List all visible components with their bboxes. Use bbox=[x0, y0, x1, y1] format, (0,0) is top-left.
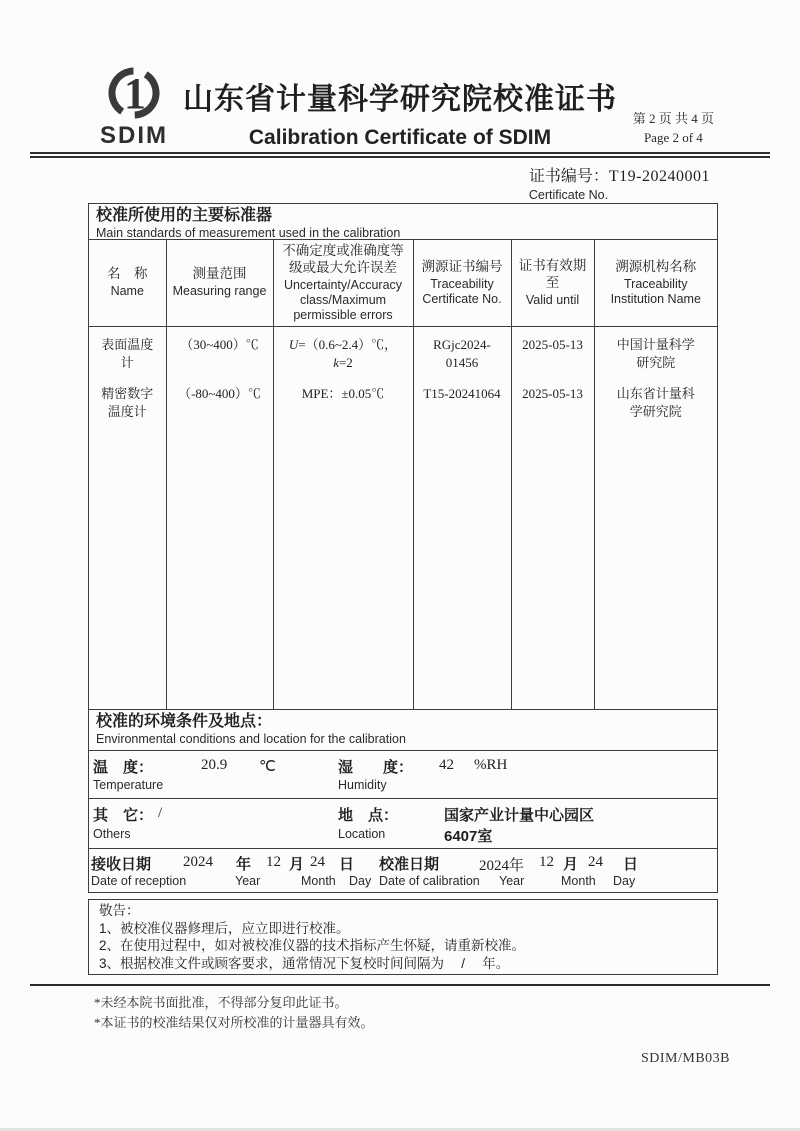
page-number-info bbox=[633, 110, 714, 148]
col-header-traceability-no-zh: 溯源证书编号 bbox=[421, 259, 503, 275]
notice-item-1: 1、被校准仪器修理后，应立即进行校准。 bbox=[99, 920, 350, 936]
form-code: SDIM/MB03B bbox=[640, 1051, 730, 1066]
standards-section-title bbox=[89, 204, 717, 240]
page-number-en: Page 2 of 4 bbox=[643, 129, 703, 145]
cell-range bbox=[166, 326, 273, 709]
temperature-value: 20.9 bbox=[201, 757, 228, 773]
col-header-range-zh: 测量范围 bbox=[192, 266, 247, 282]
standard-1-range: （30~400）℃ bbox=[180, 336, 259, 352]
footnote-1: *未经本院书面批准，不得部分复印此证书。 bbox=[94, 995, 348, 1010]
notice-title: 敬告： bbox=[99, 903, 140, 918]
humidity-value: 42 bbox=[439, 757, 454, 773]
location-value-line2: 6407室 bbox=[444, 828, 493, 845]
reception-month-label-en: Month bbox=[301, 874, 336, 888]
standards-and-conditions-box bbox=[88, 203, 718, 893]
others-location-row bbox=[89, 798, 717, 848]
header-divider bbox=[30, 152, 770, 158]
certificate-number-label-zh: 证书编号： bbox=[528, 168, 609, 185]
calibration-day-label-en: Day bbox=[613, 874, 636, 888]
page-number-zh: 第 2 页 共 4 页 bbox=[632, 111, 714, 126]
temperature-label-en: Temperature bbox=[93, 778, 164, 792]
col-header-institution-zh: 溯源机构名称 bbox=[615, 259, 697, 275]
standard-1-institution: 中国计量科学 研究院 bbox=[616, 336, 695, 370]
notice-item-2: 2、在使用过程中，如对被校准仪器的技术指标产生怀疑，请重新校准。 bbox=[99, 938, 526, 953]
location-value-line1: 国家产业计量中心园区 bbox=[444, 807, 595, 824]
temperature-unit: ℃ bbox=[259, 759, 276, 775]
col-header-uncertainty-en: Uncertainty/Accuracy class/Maximum permissible errors bbox=[283, 278, 403, 322]
reception-day-label-en: Day bbox=[349, 874, 372, 888]
standard-2-name: 精密数字 温度计 bbox=[101, 385, 154, 419]
cell-traceability-no bbox=[413, 326, 511, 709]
calibration-day-value: 24 bbox=[588, 854, 603, 870]
col-header-name-zh: 名 称 bbox=[107, 266, 148, 282]
temperature-label-zh: 温 度： bbox=[93, 759, 154, 776]
col-header-range-en: Measuring range bbox=[172, 284, 267, 299]
col-header-valid-until-en: Valid until bbox=[525, 292, 580, 307]
footnote-2: *本证书的校准结果仅对所校准的计量器具有效。 bbox=[94, 1015, 374, 1030]
cell-valid-until bbox=[511, 326, 594, 709]
footer-divider bbox=[30, 984, 770, 986]
svg-text:1: 1 bbox=[124, 69, 146, 118]
standard-1-name: 表面温度 计 bbox=[101, 336, 154, 370]
location-label-en: Location bbox=[338, 827, 386, 841]
reception-day-value: 24 bbox=[310, 854, 325, 870]
footnotes bbox=[94, 993, 374, 1033]
standard-2-valid-until: 2025-05-13 bbox=[522, 385, 583, 401]
location-label-zh: 地 点： bbox=[338, 807, 399, 824]
calibration-month-unit: 月 bbox=[563, 856, 579, 873]
standard-1-valid-until: 2025-05-13 bbox=[522, 336, 583, 352]
calibration-day-unit: 日 bbox=[623, 856, 639, 873]
standard-2-institution: 山东省计量科 学研究院 bbox=[616, 385, 695, 419]
col-header-valid-until bbox=[511, 240, 594, 326]
humidity-label-en: Humidity bbox=[338, 778, 387, 792]
notice-box bbox=[88, 899, 718, 975]
calibration-month-value: 12 bbox=[539, 854, 554, 870]
standards-title-en: Main standards of measurement used in the calibration bbox=[96, 226, 401, 240]
calibration-date-label-en: Date of calibration bbox=[379, 874, 480, 888]
certificate-number-line bbox=[529, 163, 710, 186]
reception-month-value: 12 bbox=[266, 854, 281, 870]
col-header-uncertainty-zh: 不确定度或准确度等级或最大允许误差 bbox=[282, 243, 404, 276]
standard-1-cert-no: RGjc2024- 01456 bbox=[433, 336, 491, 370]
col-header-traceability-no bbox=[413, 240, 511, 326]
reception-day-unit: 日 bbox=[339, 856, 355, 873]
header-titles bbox=[150, 74, 650, 150]
temperature-humidity-row bbox=[89, 750, 717, 798]
col-header-valid-until-zh: 证书有效期至 bbox=[518, 258, 587, 290]
certificate-title-zh: 山东省计量科学研究院校准证书 bbox=[183, 83, 617, 116]
standard-2-cert-no: T15-20241064 bbox=[423, 385, 501, 401]
standard-2-uncertainty: MPE：±0.05℃ bbox=[301, 385, 385, 401]
sdim-logo-text: SDIM bbox=[100, 122, 168, 149]
certificate-number-label-en: Certificate No. bbox=[528, 188, 609, 202]
col-header-uncertainty bbox=[273, 240, 413, 326]
standard-2-range: （-80~400）℃ bbox=[178, 385, 261, 401]
notice-item-3: 3、根据校准文件或顾客要求，通常情况下复校时间间隔为 / 年。 bbox=[99, 955, 510, 971]
humidity-label-zh: 湿 度： bbox=[338, 759, 414, 776]
calibration-month-label-en: Month bbox=[561, 874, 596, 888]
calibration-year-value: 2024年 bbox=[479, 858, 525, 874]
standards-table-header-row bbox=[89, 240, 717, 326]
standards-title-zh: 校准所使用的主要标准器 bbox=[96, 207, 273, 224]
dates-row bbox=[89, 848, 717, 892]
certificate-number-value: T19-20240001 bbox=[608, 168, 710, 185]
reception-year-value: 2024 bbox=[183, 854, 213, 870]
cell-name bbox=[89, 326, 166, 709]
cell-institution bbox=[594, 326, 717, 709]
col-header-traceability-no-en: Traceability Certificate No. bbox=[422, 276, 502, 306]
standards-table-data-row bbox=[89, 326, 717, 709]
environment-section-title bbox=[89, 709, 717, 750]
reception-year-label-en: Year bbox=[235, 874, 261, 888]
reception-date-label-en: Date of reception bbox=[91, 874, 187, 888]
others-label-zh: 其 它： bbox=[93, 807, 154, 824]
col-header-name-en: Name bbox=[110, 284, 144, 299]
reception-date-label-zh: 接收日期 bbox=[91, 856, 152, 873]
col-header-name bbox=[89, 240, 166, 326]
calibration-year-label-en: Year bbox=[499, 874, 525, 888]
cell-uncertainty bbox=[273, 326, 413, 709]
certificate-number-block bbox=[529, 163, 710, 202]
standards-table bbox=[89, 240, 717, 709]
col-header-institution bbox=[594, 240, 717, 326]
col-header-institution-en: Traceability Institution Name bbox=[610, 276, 701, 306]
others-value: / bbox=[158, 805, 163, 821]
reception-year-unit: 年 bbox=[236, 856, 252, 873]
col-header-range bbox=[166, 240, 273, 326]
others-label-en: Others bbox=[93, 827, 131, 841]
environment-title-en: Environmental conditions and location for the calibration bbox=[96, 732, 406, 746]
standard-1-uncertainty: U=（0.6~2.4）℃， k=2 bbox=[288, 336, 398, 370]
humidity-unit: %RH bbox=[474, 757, 508, 773]
calibration-date-label-zh: 校准日期 bbox=[379, 856, 440, 873]
reception-month-unit: 月 bbox=[289, 856, 305, 873]
environment-title-zh: 校准的环境条件及地点： bbox=[96, 713, 273, 730]
certificate-title-en: Calibration Certificate of SDIM bbox=[248, 126, 552, 149]
